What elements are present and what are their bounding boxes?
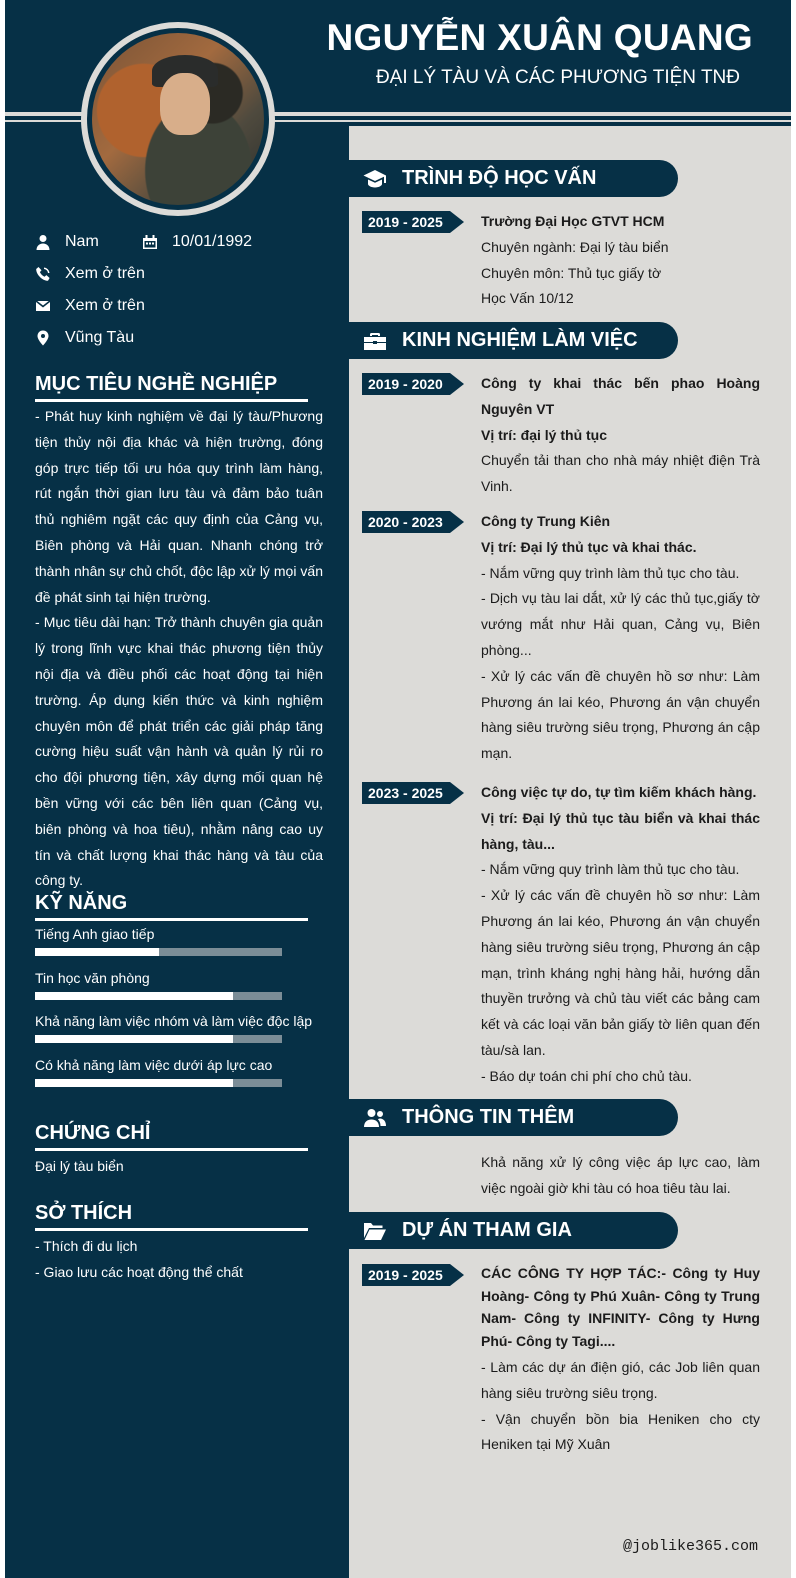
- project-entry: [481, 1262, 760, 1352]
- project-line: - Làm các dự án điện gió, các Job liên quan hàng siêu trường siêu trọng.: [481, 1359, 760, 1401]
- skill-bar-fill: [35, 992, 233, 1000]
- education-line: Chuyên môn: Thủ tục giấy tờ: [481, 264, 662, 281]
- objective-text: - Phát huy kinh nghiệm về đại lý tàu/Phương tiện thủy nội địa khác và hiện trường, đóng góp trực tiếp tối ưu hóa quy trình làm hàng, rút ngắn thời gian lưu tàu và đảm bảo tuân thủ nghiêm ngặt các quy định của Cảng vụ, Biên phòng và Hải quan. Nhanh chóng trở thành nhân sự chủ chốt, độc lập xử lý mọi vấn đề phát sinh tại hiện trường. - Mục tiêu dài hạn: Trở thành chuyên gia quản lý trong lĩnh vực khai thác phương tiện thủy nội địa và điều phối các hoạt động tại hiện trường. Áp dụng kiến thức và kinh nghiệm chuyên môn để phát triển các giải pháp tăng cường hiệu suất vận hành và quản lý rủi ro cho đội phương tiện, xây dựng mối quan hệ bền vững với các bên liên quan (Cảng vụ, biên phòng và hoa tiêu), nhằm nâng cao uy tín và chất lượng khai thác hàng và tàu của công ty.: [35, 408, 323, 889]
- skills-rule: [35, 918, 308, 921]
- location: Vũng Tàu: [65, 329, 135, 346]
- skill-bar: [35, 1035, 282, 1043]
- envelope-icon: [35, 298, 51, 314]
- email[interactable]: Xem ở trên: [65, 297, 145, 314]
- calendar-icon: [142, 234, 158, 250]
- objective-rule: [35, 399, 308, 402]
- experience-line: - Dịch vụ tàu lai dắt, xử lý các thủ tục,giấy tờ vướng mắt như Hải quan, Cảng vụ, Biên phòng...: [481, 590, 760, 658]
- graduation-cap-icon: [363, 167, 387, 191]
- birthdate: 10/01/1992: [172, 233, 253, 250]
- footer-watermark: @joblike365.com: [623, 1538, 759, 1555]
- experience-date: 2019 - 2020: [362, 373, 464, 395]
- experience-line: - Nắm vững quy trình làm thủ tục cho tàu.: [481, 564, 740, 581]
- phone-row: [35, 265, 145, 283]
- phone-icon: [35, 266, 51, 282]
- users-icon: [363, 1106, 387, 1130]
- briefcase-icon: [363, 329, 387, 353]
- gender: Nam: [65, 233, 99, 250]
- skills-title: KỸ NĂNG: [35, 892, 128, 914]
- experience-line: Chuyển tải than cho nhà máy nhiệt điện Trà Vinh.: [481, 452, 760, 495]
- experience-line: - Xử lý các vấn đề chuyên hồ sơ như: Làm Phương án lai kéo, Phương án vận chuyển hàng siêu trường siêu trọng, Phương án cập mạn, trình kháng nghị hàng hải, hướng dẫn thuyền trưởng và chủ tàu viết các bảng cam kết và các loại văn bản giấy tờ liên quan đến tàu/sà lan.: [481, 887, 760, 1058]
- extra-text: Khả năng xử lý công việc áp lực cao, làm việc ngoài giờ khi tàu có hoa tiêu tàu lai.: [481, 1154, 760, 1196]
- skill-label: Tiếng Anh giao tiếp: [35, 926, 155, 942]
- experience-entry: [481, 780, 760, 1090]
- position: Vị trí: Đại lý thủ tục và khai thác.: [481, 538, 697, 555]
- hobbies-rule: [35, 1228, 308, 1231]
- experience-line: - Nắm vững quy trình làm thủ tục cho tàu.: [481, 861, 740, 878]
- hobby-item: - Giao lưu các hoạt động thể chất: [35, 1264, 243, 1280]
- skill-label: Khả năng làm việc nhóm và làm việc độc lập: [35, 1013, 313, 1029]
- education-entry: [481, 209, 760, 312]
- company-name: Công ty Trung Kiên: [481, 513, 611, 529]
- position: Vị trí: đại lý thủ tục: [481, 426, 608, 443]
- experience-line: - Báo dự toán chi phí cho chủ tàu.: [481, 1067, 692, 1084]
- company-name: Công ty khai thác bến phao Hoàng Nguyên VT: [481, 375, 760, 417]
- hobbies-title: SỞ THÍCH: [35, 1202, 133, 1224]
- skill-bar: [35, 948, 282, 956]
- skill-label: Tin học văn phòng: [35, 970, 150, 986]
- birthdate-row: [142, 233, 252, 251]
- certificate-item: Đại lý tàu biển: [35, 1158, 124, 1174]
- user-icon: [35, 234, 51, 250]
- education-header: [349, 160, 678, 197]
- project-line: - Vận chuyển bồn bia Heniken cho cty Heniken tại Mỹ Xuân: [481, 1410, 760, 1453]
- extra-header: [349, 1099, 678, 1136]
- experience-header: [349, 322, 678, 359]
- skill-bar: [35, 992, 282, 1000]
- experience-line: - Xử lý các vấn đề chuyên hồ sơ như: Làm Phương án lai kéo, Phương án vận chuyển hàng siêu trường siêu trọng, Phương án cập mạn.: [481, 667, 760, 762]
- experience-date: 2020 - 2023: [362, 511, 464, 533]
- avatar: [92, 33, 264, 205]
- folder-open-icon: [363, 1219, 387, 1243]
- cv-page: [5, 0, 791, 1578]
- project-date: 2019 - 2025: [362, 1264, 464, 1286]
- education-date: 2019 - 2025: [362, 211, 464, 233]
- map-pin-icon: [35, 330, 51, 346]
- skill-bar-fill: [35, 948, 159, 956]
- objective-title: MỤC TIÊU NGHỀ NGHIỆP: [35, 373, 278, 395]
- project-heading: CÁC CÔNG TY HỢP TÁC:- Công ty Huy Hoàng- Công ty Phú Xuân- Công ty Trung Nam- Công ty INFINITY- Công ty Hưng Phú- Công ty Tagi....: [481, 1265, 760, 1349]
- gender-row: [35, 233, 99, 251]
- company-name: Công việc tự do, tự tìm kiếm khách hàng.: [481, 784, 757, 800]
- skill-bar-fill: [35, 1079, 233, 1087]
- projects-title: DỰ ÁN THAM GIA: [402, 1219, 572, 1241]
- email-row: [35, 297, 145, 315]
- education-title: TRÌNH ĐỘ HỌC VẤN: [402, 167, 597, 189]
- experience-entry: [481, 371, 760, 500]
- certificates-rule: [35, 1148, 308, 1151]
- location-row: [35, 329, 134, 347]
- projects-header: [349, 1212, 678, 1249]
- project-details: [481, 1355, 760, 1458]
- experience-date: 2023 - 2025: [362, 782, 464, 804]
- experience-title: KINH NGHIỆM LÀM VIỆC: [402, 329, 638, 351]
- extra-title: THÔNG TIN THÊM: [402, 1106, 575, 1128]
- skill-label: Có khả năng làm việc dưới áp lực cao: [35, 1057, 273, 1073]
- job-title: ĐẠI LÝ TÀU VÀ CÁC PHƯƠNG TIỆN TNĐ: [375, 67, 740, 88]
- hobby-item: - Thích đi du lịch: [35, 1238, 138, 1254]
- candidate-name: NGUYỄN XUÂN QUANG: [326, 17, 753, 58]
- certificates-title: CHỨNG CHỈ: [35, 1122, 151, 1144]
- education-line: Chuyên ngành: Đại lý tàu biển: [481, 238, 669, 255]
- school-name: Trường Đại Học GTVT HCM: [481, 213, 665, 229]
- skill-bar: [35, 1079, 282, 1087]
- position: Vị trí: Đại lý thủ tục tàu biển và khai thác hàng, tàu...: [481, 809, 760, 852]
- skill-bar-fill: [35, 1035, 233, 1043]
- education-line: Học Vấn 10/12: [481, 290, 574, 307]
- experience-entry: [481, 509, 760, 767]
- phone[interactable]: Xem ở trên: [65, 265, 145, 282]
